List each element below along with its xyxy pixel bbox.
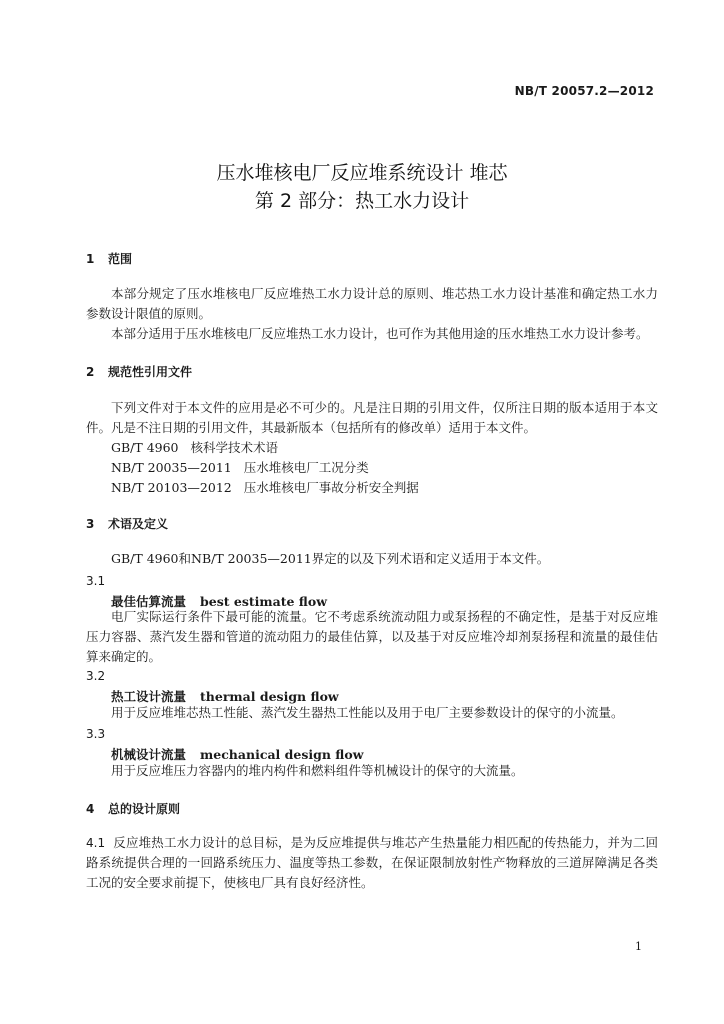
section-number: 4 [86, 802, 95, 816]
section-title: 范围 [108, 252, 133, 266]
subsection-text: 反应堆热工水力设计的总目标，是为反应堆提供与堆芯产生热量能力相匹配的传热能力，并为二回路系统提供合理的一回路系统压力、温度等热工参数，在保证限制放射性产物释放的三道屏障满足各类工况的安全要求前提下，使核电厂具有良好经济性。 [86, 835, 658, 890]
term-definition: 用于反应堆压力容器内的堆内构件和燃料组件等机械设计的保守的大流量。 [111, 763, 524, 778]
term-definition: 电厂实际运行条件下最可能的流量。它不考虑系统流动阻力或泵扬程的不确定性，是基于对反应堆压力容器、蒸汽发生器和管道的流动阻力的最佳估算，以及基于对反应堆冷却剂泵扬程和流量的最佳估算来确定的。 [86, 609, 658, 664]
section-3-intro: GB/T 4960和NB/T 20035—2011界定的以及下列术语和定义适用于本文件。 [111, 551, 550, 566]
section-number: 3 [86, 517, 95, 531]
section-title: 规范性引用文件 [108, 365, 193, 379]
term-en: thermal design flow [200, 689, 339, 704]
page-number: 1 [635, 940, 642, 953]
section-4-heading [86, 800, 180, 817]
reference-title: 压水堆核电厂工况分类 [243, 460, 369, 475]
section-number: 1 [86, 252, 95, 266]
term-cn: 最佳估算流量 [111, 594, 187, 609]
reference-item [111, 458, 369, 478]
section-1-para-1: 本部分规定了压水堆核电厂反应堆热工水力设计总的原则、堆芯热工水力设计基准和确定热工水力参数设计限值的原则。 [86, 286, 658, 321]
reference-item [111, 478, 419, 498]
term-en: best estimate flow [200, 594, 327, 609]
section-1-para-2: 本部分适用于压水堆核电厂反应堆热工水力设计，也可作为其他用途的压水堆热工水力设计参考。 [111, 326, 649, 341]
subsection-number: 4.1 [86, 836, 106, 850]
term-en: mechanical design flow [200, 747, 364, 762]
reference-number: NB/T 20035—2011 [111, 460, 232, 475]
section-2-para-1: 下列文件对于本文件的应用是必不可少的。凡是注日期的引用文件，仅所注日期的版本适用于本文件。凡是不注日期的引用文件，其最新版本（包括所有的修改单）适用于本文件。 [86, 400, 658, 435]
section-2-heading [86, 363, 192, 380]
term-number: 3.3 [86, 727, 106, 741]
reference-number: GB/T 4960 [111, 440, 179, 455]
standard-number: NB/T 20057.2—2012 [514, 84, 654, 98]
term-number: 3.1 [86, 574, 106, 588]
reference-title: 核科学技术术语 [190, 440, 279, 455]
document-title-line2: 第 2 部分：热工水力设计 [254, 190, 470, 212]
reference-number: NB/T 20103—2012 [111, 480, 232, 495]
term-definition: 用于反应堆堆芯热工性能、蒸汽发生器热工性能以及用于电厂主要参数设计的保守的小流量。 [111, 705, 624, 720]
section-3-heading [86, 515, 168, 532]
reference-title: 压水堆核电厂事故分析安全判据 [243, 480, 419, 495]
document-title-line1: 压水堆核电厂反应堆系统设计 堆芯 [216, 162, 508, 184]
term-cn: 热工设计流量 [111, 689, 187, 704]
section-4-para-1 [86, 833, 658, 893]
term-cn: 机械设计流量 [111, 747, 187, 762]
reference-item [111, 438, 278, 458]
term-number: 3.2 [86, 669, 106, 683]
section-title: 总的设计原则 [108, 802, 181, 816]
section-number: 2 [86, 365, 95, 379]
section-1-heading [86, 250, 132, 267]
section-title: 术语及定义 [108, 517, 169, 531]
